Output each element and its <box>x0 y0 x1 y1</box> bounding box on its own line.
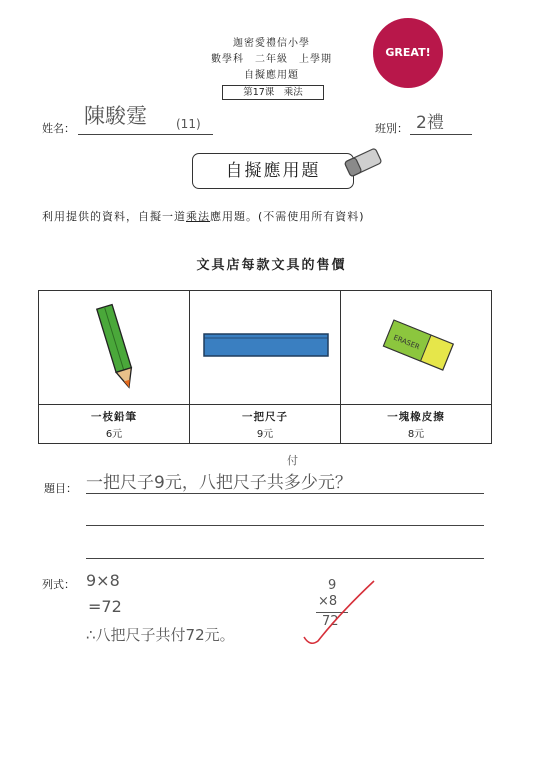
student-number: (11) <box>176 117 201 131</box>
eraser-title-icon <box>340 142 388 182</box>
vertical-bottom: 72 <box>322 614 339 629</box>
table-row-divider <box>39 404 491 405</box>
working-line-2: =72 <box>88 597 122 616</box>
class-underline <box>410 134 472 135</box>
great-sticker <box>373 18 443 88</box>
item-name-pencil: 一枝鉛筆 <box>91 411 137 423</box>
school-name: 迦密愛禮信小學 <box>233 38 310 49</box>
question-label: 題目： <box>44 482 77 495</box>
vertical-mid: ×8 <box>318 594 338 609</box>
instruction-after: 應用題。(不需使用所有資料) <box>210 210 365 223</box>
item-price-ruler: 9元 <box>256 429 274 440</box>
instruction-before: 利用提供的資料，自擬一道 <box>42 210 186 223</box>
working-answer: ∴八把尺子共付72元。 <box>86 626 235 644</box>
answer-line-1 <box>86 493 484 494</box>
price-table <box>38 290 492 444</box>
eraser-label: ERASER <box>392 333 421 352</box>
subject-line: 數學科 二年級 上學期 <box>211 54 332 65</box>
ruler-icon <box>201 329 331 363</box>
answer-line-2 <box>86 525 484 526</box>
class-value: 2禮 <box>416 113 444 133</box>
student-name: 陳駿霆 <box>84 104 147 128</box>
name-underline <box>78 134 213 135</box>
worksheet-title-box: 自擬應用題 <box>192 153 354 189</box>
item-name-eraser: 一塊橡皮擦 <box>387 411 445 423</box>
working-label: 列式： <box>42 578 75 591</box>
worksheet-name: 自擬應用題 <box>244 70 299 81</box>
table-title: 文具店每款文具的售價 <box>196 258 347 273</box>
question-handwriting: 一把尺子9元，八把尺子共多少元？ <box>86 473 352 493</box>
class-label: 班別： <box>375 122 408 135</box>
item-price-eraser: 8元 <box>407 429 425 440</box>
item-price-pencil: 6元 <box>105 429 123 440</box>
eraser-icon <box>374 311 462 381</box>
item-name-ruler: 一把尺子 <box>242 411 288 423</box>
question-insert-mark: 付 <box>287 454 298 467</box>
answer-line-3 <box>86 558 484 559</box>
lesson-title: 第17课 乘法 <box>222 85 324 100</box>
pencil-icon <box>87 299 147 397</box>
sticker-text: GREAT! <box>385 46 431 59</box>
name-label: 姓名： <box>42 122 75 135</box>
vertical-top: 9 <box>328 578 337 593</box>
working-line-1: 9×8 <box>86 571 120 590</box>
check-mark-icon <box>300 575 380 655</box>
instruction-text <box>42 208 365 224</box>
instruction-underlined: 乘法 <box>186 210 210 223</box>
